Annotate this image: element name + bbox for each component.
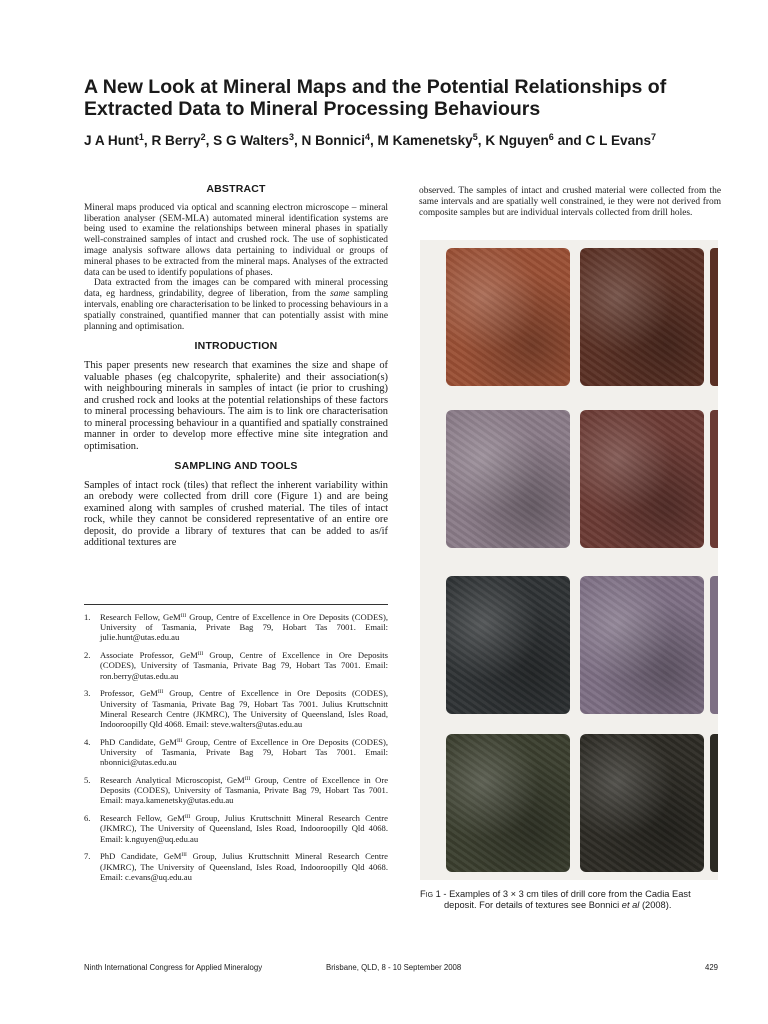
introduction-paragraph: This paper presents new research that examines the size and shape of valuable phases (eg chalcopyrite, sphalerite) and their association(s) with neighbouring minerals in samples of intact (ie prior to crushing) and crushed rock and looks at the potential relationships of these factors to mineral processing behaviours. The aim is to link ore characterisation to mineral processing behaviour in a quantified and spatially constrained manner in order to develop more effective mine site integration and optimisation. xyxy=(84,360,388,452)
abstract-p2-end: sampling intervals, enabling ore characterisation to be linked to processing behaviours in a spatially constrained, quantified manner that can potentially assist with mine planning and optimisation. xyxy=(84,289,388,332)
footnote-number: 4. xyxy=(84,736,91,747)
author-list xyxy=(84,132,734,150)
author-affiliation-number: 3 xyxy=(288,132,294,142)
author-separator: , xyxy=(477,133,486,148)
author-affiliation-number: 2 xyxy=(200,132,206,142)
drill-core-tile-partial xyxy=(710,734,718,872)
author-separator: , xyxy=(205,133,214,148)
drill-core-tile xyxy=(446,248,570,386)
abstract-heading: ABSTRACT xyxy=(206,183,266,195)
sampling-paragraph: Samples of intact rock (tiles) that reflect the inherent variability within an orebody were collected from drill core (Figure 1) and are being examined along with samples of crushed material. The tiles of intact rock, while they cannot be considered representative of an entire ore deposit, do provide a library of textures that can be added to as/if additional textures are xyxy=(84,479,388,549)
drill-core-tile xyxy=(580,410,704,548)
footnote-number: 7. xyxy=(84,851,91,862)
drill-core-tile xyxy=(446,576,570,714)
paper-title: A New Look at Mineral Maps and the Potential Relationships of Extracted Data to Mineral Processing Behaviours xyxy=(84,76,667,120)
abstract-p2-start: Data extracted from the images can be compared with mineral processing data, eg hardness, grindability, degree of liberation, from the xyxy=(84,278,388,300)
footnote-text: PhD Candidate, GeM$^{III}$ Group, Centre of Excellence in Ore Deposits (CODES), University of Tasmania, Private Bag 79, Hobart Tas 7001. Email: nbonnici@utas.edu.au xyxy=(100,736,388,768)
footer-location-date: Brisbane, QLD, 8 - 10 September 2008 xyxy=(326,963,462,972)
footnote-text: Research Analytical Microscopist, GeM$^{III}$ Group, Centre of Excellence in Ore Deposits (CODES), University of Tasmania, Private Bag 79, Hobart Tas 7001. Email: maya.kamenetsky@utas.edu.au xyxy=(100,775,389,806)
drill-core-tile-partial xyxy=(710,410,718,548)
drill-core-tile-partial xyxy=(710,576,718,714)
author-name: N Bonnici xyxy=(301,133,365,148)
footnotes xyxy=(84,612,388,890)
author-affiliation-number: 6 xyxy=(548,132,554,142)
author-separator: and xyxy=(553,133,586,148)
caption-text: deposit. For details of textures see Bonnici xyxy=(444,900,622,910)
author-name: S G Walters xyxy=(213,133,289,148)
drill-core-tile xyxy=(446,734,570,872)
abstract-p2-emphasis: same xyxy=(330,289,350,300)
caption-end: (2008). xyxy=(639,900,672,910)
footnote-number: 1. xyxy=(84,612,91,622)
right-column xyxy=(419,186,721,218)
left-column xyxy=(84,184,388,549)
right-column-paragraph: observed. The samples of intact and crushed material were collected from the same intervals and are spatially well constrained, ie they were not derived from composite samples but are individual intervals collected from drill holes. xyxy=(419,186,721,218)
figure-label: Fig 1 xyxy=(420,889,441,899)
footnote xyxy=(84,688,388,729)
footnote-text: Professor, GeM$^{III}$ Group, Centre of Excellence in Ore Deposits (CODES), University of Tasmania, Private Bag 79, Hobart Tas 7001. Julius Kruttschnitt Mineral Research Centre (JKMRC), The University of Queensland, Isles Road, Indooroopilly Qld 4068. Email: steve.walters@utas.edu.au xyxy=(100,688,388,730)
footnote-number: 5. xyxy=(84,775,91,786)
footnote-text: Research Fellow, GeM$^{III}$ Group, Centre of Excellence in Ore Deposits (CODES), University of Tasmania, Private Bag 79, Hobart Tas 7001. Email: julie.hunt@utas.edu.au xyxy=(100,612,388,643)
figure-caption xyxy=(420,889,720,911)
figure-1-tiles-photo xyxy=(420,240,718,880)
drill-core-tile xyxy=(580,248,704,386)
author-separator: , xyxy=(293,133,302,148)
author-affiliation-number: 5 xyxy=(472,132,478,142)
footnote-number: 2. xyxy=(84,650,91,661)
author-separator: , xyxy=(369,133,378,148)
footnote xyxy=(84,851,388,882)
author-affiliation-number: 4 xyxy=(364,132,370,142)
footnote-divider xyxy=(84,604,388,605)
drill-core-tile-partial xyxy=(710,248,718,386)
caption-line-1: - Examples of 3 × 3 cm tiles of drill core from the Cadia East xyxy=(440,889,691,899)
author-name: K Nguyen xyxy=(485,133,549,148)
footnote-number: 6. xyxy=(84,813,91,824)
drill-core-tile xyxy=(580,734,704,872)
introduction-heading: INTRODUCTION xyxy=(194,340,278,353)
caption-emphasis: et al xyxy=(621,900,640,910)
footnote-text: Research Fellow, GeM$^{III}$ Group, Julius Kruttschnitt Mineral Research Centre (JKMRC), The University of Queensland, Isles Road, Indooroopilly Qld 4068. Email: k.nguyen@uq.edu.au xyxy=(100,813,388,844)
footnote xyxy=(84,612,388,643)
page-number: 429 xyxy=(704,963,718,972)
footnote xyxy=(84,813,388,844)
footnote xyxy=(84,650,388,681)
author-name: C L Evans xyxy=(585,133,652,148)
author-name: R Berry xyxy=(151,133,201,148)
footnote xyxy=(84,737,388,768)
footnote-text: Associate Professor, GeM$^{III}$ Group, Centre of Excellence in Ore Deposits (CODES), University of Tasmania, Private Bag 79, Hobart Tas 7001. Email: ron.berry@utas.edu.au xyxy=(100,650,388,681)
footnote-number: 3. xyxy=(84,688,91,699)
author-affiliation-number: 7 xyxy=(651,132,657,142)
footer-conference: Ninth International Congress for Applied Mineralogy xyxy=(84,963,263,972)
author-affiliation-number: 1 xyxy=(138,132,144,142)
author-name: M Kamenetsky xyxy=(377,133,473,148)
footnote-text: PhD Candidate, GeM$^{III}$ Group, Julius Kruttschnitt Mineral Research Centre (JKMRC), The University of Queensland, Isles Road, Indooroopilly Qld 4068. Email: c.evans@uq.edu.au xyxy=(100,851,388,882)
drill-core-tile xyxy=(580,576,704,714)
caption-line-2 xyxy=(420,900,720,911)
author-name: J A Hunt xyxy=(84,133,139,148)
sampling-heading: SAMPLING AND TOOLS xyxy=(174,460,298,473)
author-separator: , xyxy=(143,133,152,148)
abstract-paragraph-1: Mineral maps produced via optical and scanning electron microscope – mineral liberation analyser (SEM-MLA) automated mineral identification systems are being used to examine the relationships between mineral phases in spatially well-constrained samples of intact and crushed rock. The use of sophisticated image analysis software allows data pertaining to individual or groups of mineral phases to be extracted from the mineral maps. Analyses of the extracted data can be used to identify populations of phases. xyxy=(84,202,388,278)
drill-core-tile xyxy=(446,410,570,548)
footnote xyxy=(84,775,388,806)
abstract-paragraph-2 xyxy=(84,278,388,332)
